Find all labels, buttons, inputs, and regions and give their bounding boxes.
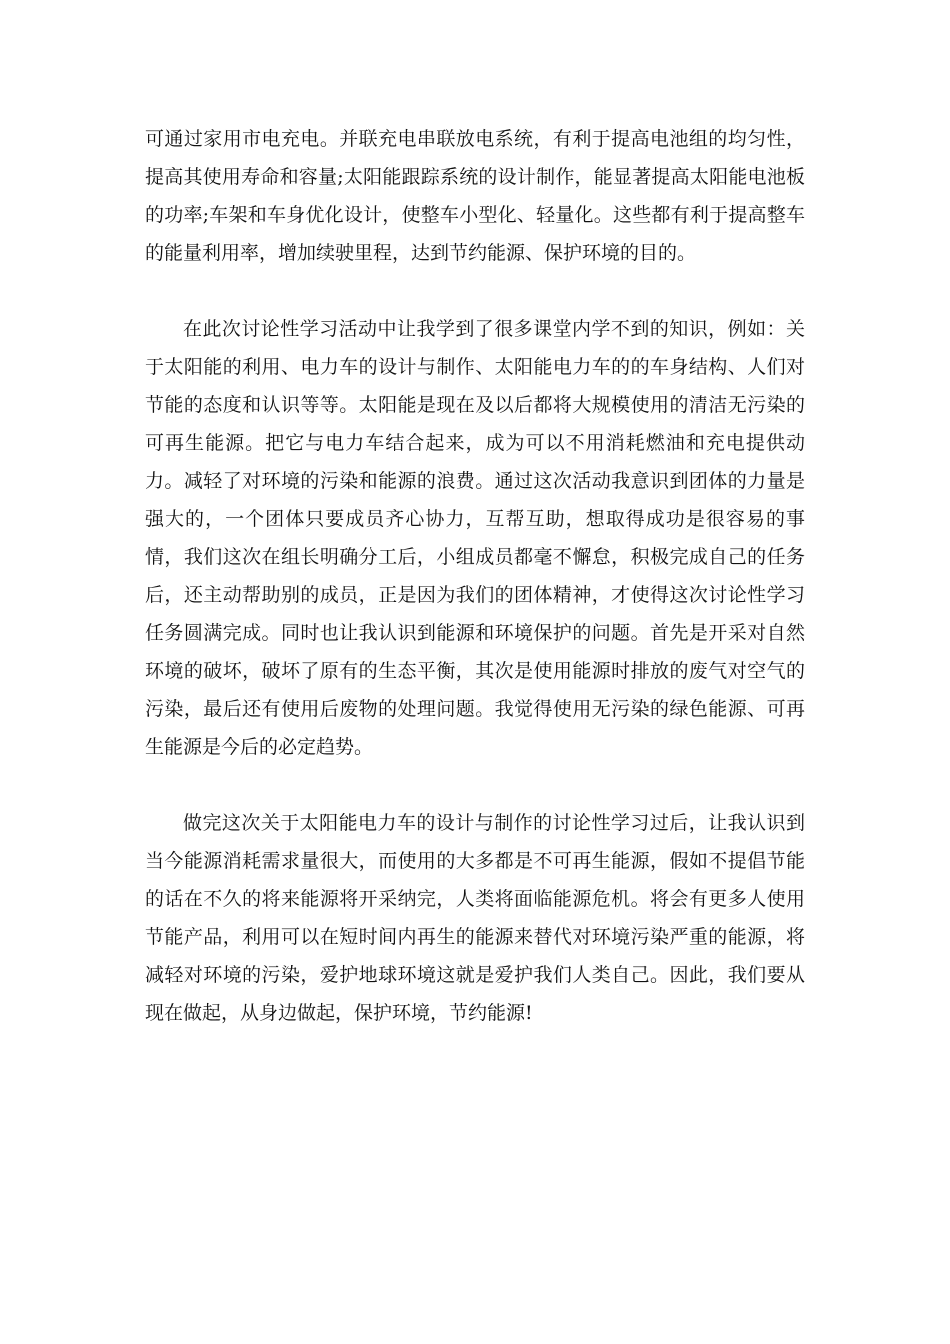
paragraph-3: 做完这次关于太阳能电力车的设计与制作的讨论性学习过后，让我认识到当今能源消耗需求量很大，而使用的大多都是不可再生能源，假如不提倡节能的话在不久的将来能源将开采纳完，人类将面临能源危机。将会有更多人使用节能产品，利用可以在短时间内再生的能源来替代对环境污染严重的能源，将减轻对环境的污染，爱护地球环境这就是爱护我们人类自己。因此，我们要从现在做起，从身边做起，保护环境，节约能源! <box>145 812 805 1024</box>
document-body <box>145 120 805 1032</box>
paragraph-1: 可通过家用市电充电。并联充电串联放电系统，有利于提高电池组的均匀性，提高其使用寿命和容量;太阳能跟踪系统的设计制作，能显著提高太阳能电池板的功率;车架和车身优化设计，使整车小型化、轻量化。这些都有利于提高整车的能量利用率，增加续驶里程，达到节约能源、保护环境的目的。 <box>145 128 805 264</box>
paragraph-2: 在此次讨论性学习活动中让我学到了很多课堂内学不到的知识，例如：关于太阳能的利用、电力车的设计与制作、太阳能电力车的的车身结构、人们对节能的态度和认识等等。太阳能是现在及以后都将大规模使用的清洁无污染的可再生能源。把它与电力车结合起来，成为可以不用消耗燃油和充电提供动力。减轻了对环境的污染和能源的浪费。通过这次活动我意识到团体的力量是强大的，一个团体只要成员齐心协力，互帮互助，想取得成功是很容易的事情，我们这次在组长明确分工后，小组成员都毫不懈怠，积极完成自己的任务后，还主动帮助别的成员，正是因为我们的团体精神，才使得这次讨论性学习任务圆满完成。同时也让我认识到能源和环境保护的问题。首先是开采对自然环境的破坏，破坏了原有的生态平衡，其次是使用能源时排放的废气对空气的污染，最后还有使用后废物的处理问题。我觉得使用无污染的绿色能源、可再生能源是今后的必定趋势。 <box>145 318 805 758</box>
